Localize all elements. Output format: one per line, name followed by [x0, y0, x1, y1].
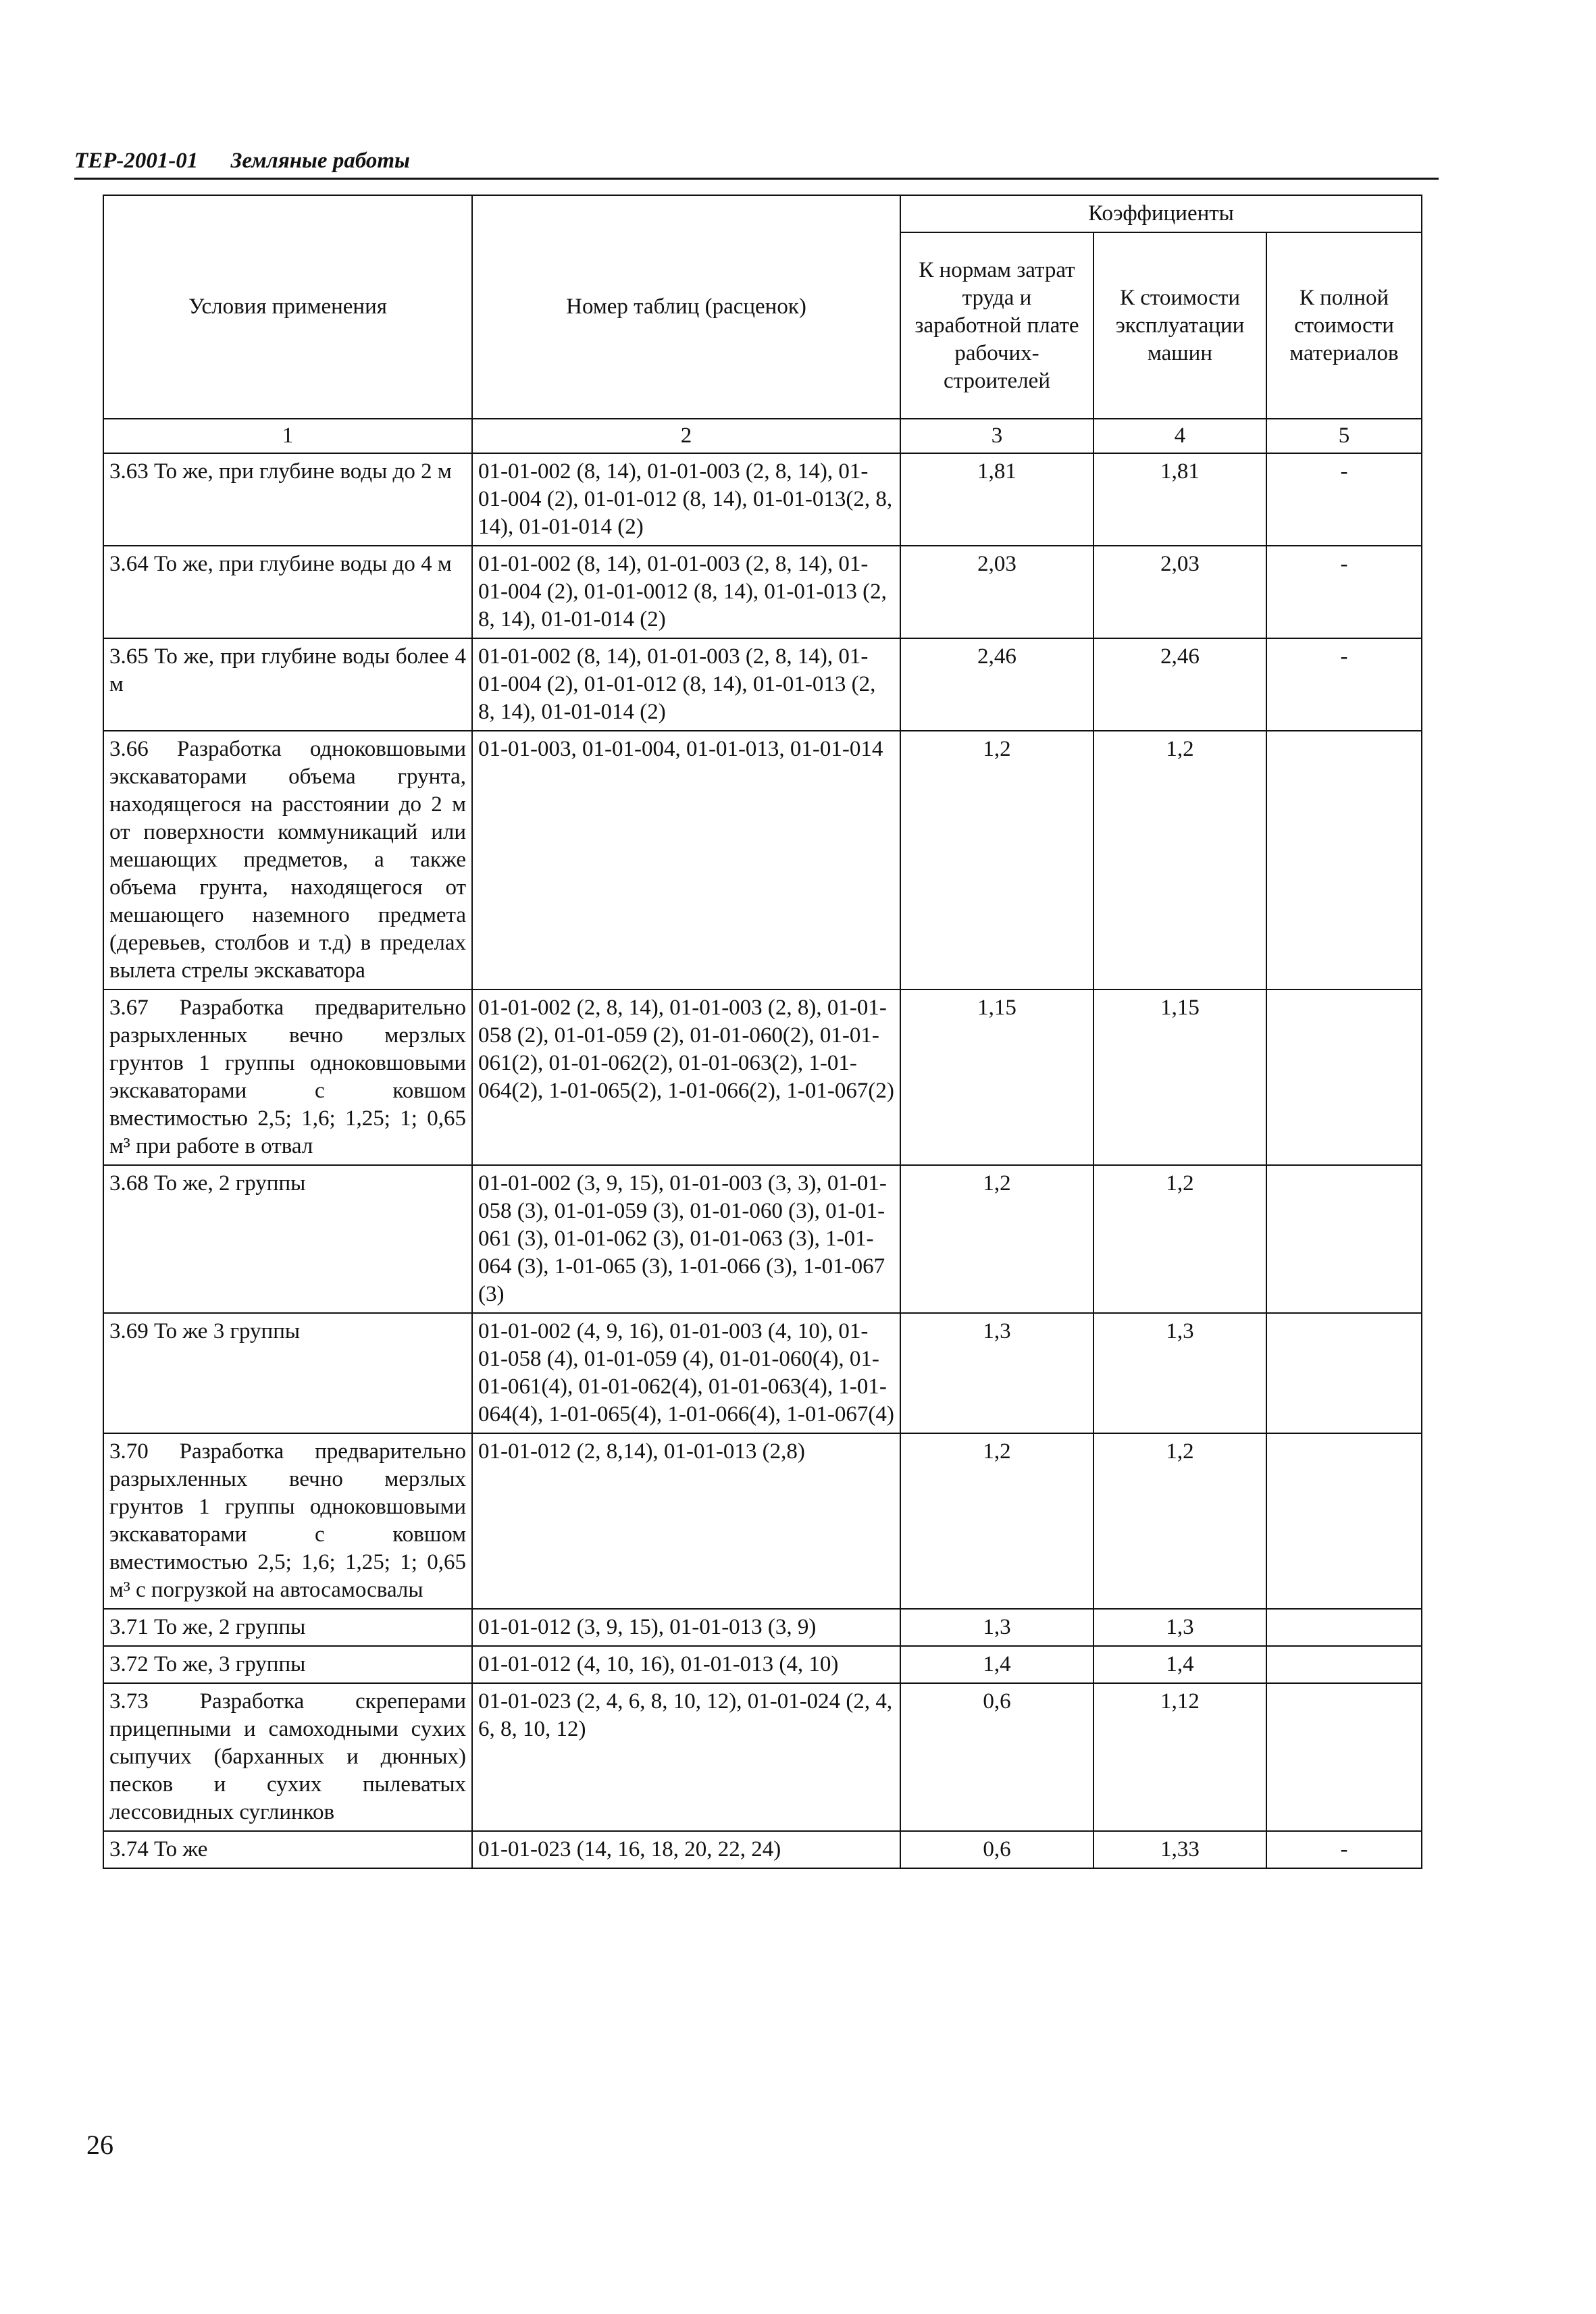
- row-materials-coefficient: -: [1266, 1831, 1422, 1868]
- row-machines-coefficient: 1,81: [1093, 453, 1266, 546]
- row-materials-coefficient: [1266, 1683, 1422, 1831]
- row-condition: 3.73 Разработка скреперами прицепными и самоходными сухих сыпучих (барханных и дюнных) песков и сухих пылеватых лессовидных суглинков: [103, 1683, 472, 1831]
- table-row: [103, 546, 1422, 638]
- page-number: 26: [86, 2130, 113, 2160]
- row-table-numbers: 01-01-002 (3, 9, 15), 01-01-003 (3, 3), 01-01-058 (3), 01-01-059 (3), 01-01-060 (3), 01-01-061 (3), 01-01-062 (3), 01-01-063 (3), 1-01-064 (3), 1-01-065 (3), 1-01-066 (3), 1-01-067 (3): [472, 1165, 900, 1313]
- row-table-numbers: 01-01-003, 01-01-004, 01-01-013, 01-01-014: [472, 731, 900, 989]
- coefficients-table: [103, 195, 1422, 1869]
- table-row: [103, 1313, 1422, 1433]
- row-materials-coefficient: [1266, 1646, 1422, 1683]
- row-machines-coefficient: 1,3: [1093, 1313, 1266, 1433]
- row-labor-coefficient: 2,03: [900, 546, 1093, 638]
- table-row: [103, 1683, 1422, 1831]
- row-materials-coefficient: [1266, 731, 1422, 989]
- row-machines-coefficient: 1,33: [1093, 1831, 1266, 1868]
- document-code: ТЕР-2001-01: [74, 149, 199, 173]
- row-labor-coefficient: 1,2: [900, 1433, 1093, 1609]
- row-labor-coefficient: 0,6: [900, 1683, 1093, 1831]
- row-condition: 3.63 То же, при глубине воды до 2 м: [103, 453, 472, 546]
- column-number: 3: [900, 419, 1093, 453]
- table-row: [103, 1831, 1422, 1868]
- table-row: [103, 731, 1422, 989]
- row-machines-coefficient: 2,03: [1093, 546, 1266, 638]
- row-table-numbers: 01-01-002 (8, 14), 01-01-003 (2, 8, 14), 01-01-004 (2), 01-01-012 (8, 14), 01-01-013 (2, 8, 14), 01-01-014 (2): [472, 638, 900, 731]
- header-conditions: Условия применения: [103, 195, 472, 419]
- row-materials-coefficient: -: [1266, 638, 1422, 731]
- header-labor: К нормам затрат труда и заработной плате рабочих-строителей: [900, 232, 1093, 419]
- header-machines: К стоимости эксплуатации машин: [1093, 232, 1266, 419]
- row-machines-coefficient: 1,15: [1093, 989, 1266, 1165]
- row-condition: 3.68 То же, 2 группы: [103, 1165, 472, 1313]
- table-row: [103, 1609, 1422, 1646]
- row-materials-coefficient: [1266, 1165, 1422, 1313]
- table-row: [103, 1165, 1422, 1313]
- row-labor-coefficient: 1,2: [900, 1165, 1093, 1313]
- column-number: 4: [1093, 419, 1266, 453]
- row-labor-coefficient: 1,3: [900, 1313, 1093, 1433]
- row-condition: 3.74 То же: [103, 1831, 472, 1868]
- column-number: 5: [1266, 419, 1422, 453]
- row-table-numbers: 01-01-012 (2, 8,14), 01-01-013 (2,8): [472, 1433, 900, 1609]
- row-machines-coefficient: 2,46: [1093, 638, 1266, 731]
- row-labor-coefficient: 2,46: [900, 638, 1093, 731]
- table-row: [103, 1646, 1422, 1683]
- row-table-numbers: 01-01-012 (4, 10, 16), 01-01-013 (4, 10): [472, 1646, 900, 1683]
- column-number: 1: [103, 419, 472, 453]
- row-condition: 3.64 То же, при глубине воды до 4 м: [103, 546, 472, 638]
- row-condition: 3.70 Разработка предварительно разрыхленных вечно мерзлых грунтов 1 группы одноковшовыми экскаваторами с ковшом вместимостью 2,5; 1,6; 1,25; 1; 0,65 м³ с погрузкой на автосамосвалы: [103, 1433, 472, 1609]
- row-labor-coefficient: 1,3: [900, 1609, 1093, 1646]
- row-labor-coefficient: 1,81: [900, 453, 1093, 546]
- row-materials-coefficient: [1266, 1313, 1422, 1433]
- row-table-numbers: 01-01-002 (8, 14), 01-01-003 (2, 8, 14), 01-01-004 (2), 01-01-012 (8, 14), 01-01-013(2, 8, 14), 01-01-014 (2): [472, 453, 900, 546]
- row-table-numbers: 01-01-002 (2, 8, 14), 01-01-003 (2, 8), 01-01-058 (2), 01-01-059 (2), 01-01-060(2), 01-01-061(2), 01-01-062(2), 01-01-063(2), 1-01-064(2), 1-01-065(2), 1-01-066(2), 1-01-067(2): [472, 989, 900, 1165]
- column-number-row: [103, 419, 1422, 453]
- row-labor-coefficient: 1,15: [900, 989, 1093, 1165]
- header-table-numbers: Номер таблиц (расценок): [472, 195, 900, 419]
- table-row: [103, 1433, 1422, 1609]
- row-table-numbers: 01-01-023 (2, 4, 6, 8, 10, 12), 01-01-024 (2, 4, 6, 8, 10, 12): [472, 1683, 900, 1831]
- page-header: [74, 149, 1439, 180]
- column-number: 2: [472, 419, 900, 453]
- row-condition: 3.69 То же 3 группы: [103, 1313, 472, 1433]
- row-table-numbers: 01-01-002 (8, 14), 01-01-003 (2, 8, 14), 01-01-004 (2), 01-01-0012 (8, 14), 01-01-013 (2, 8, 14), 01-01-014 (2): [472, 546, 900, 638]
- row-labor-coefficient: 1,2: [900, 731, 1093, 989]
- row-labor-coefficient: 1,4: [900, 1646, 1093, 1683]
- table-row: [103, 989, 1422, 1165]
- row-machines-coefficient: 1,2: [1093, 731, 1266, 989]
- row-table-numbers: 01-01-012 (3, 9, 15), 01-01-013 (3, 9): [472, 1609, 900, 1646]
- row-machines-coefficient: 1,2: [1093, 1433, 1266, 1609]
- row-materials-coefficient: -: [1266, 453, 1422, 546]
- table-row: [103, 453, 1422, 546]
- row-table-numbers: 01-01-023 (14, 16, 18, 20, 22, 24): [472, 1831, 900, 1868]
- row-machines-coefficient: 1,3: [1093, 1609, 1266, 1646]
- table-row: [103, 638, 1422, 731]
- row-machines-coefficient: 1,2: [1093, 1165, 1266, 1313]
- table-body: [103, 453, 1422, 1868]
- row-labor-coefficient: 0,6: [900, 1831, 1093, 1868]
- section-title: Земляные работы: [230, 149, 410, 173]
- row-machines-coefficient: 1,4: [1093, 1646, 1266, 1683]
- row-condition: 3.67 Разработка предварительно разрыхленных вечно мерзлых грунтов 1 группы одноковшовыми экскаваторами с ковшом вместимостью 2,5; 1,6; 1,25; 1; 0,65 м³ при работе в отвал: [103, 989, 472, 1165]
- row-machines-coefficient: 1,12: [1093, 1683, 1266, 1831]
- row-condition: 3.65 То же, при глубине воды более 4 м: [103, 638, 472, 731]
- row-materials-coefficient: [1266, 1609, 1422, 1646]
- header-coefficients: Коэффициенты: [900, 195, 1422, 232]
- row-condition: 3.66 Разработка одноковшовыми экскаваторами объема грунта, находящегося на расстоянии до 2 м от поверхности коммуникаций или мешающих предметов, а также объема грунта, находящегося от мешающего наземного предмета (деревьев, столбов и т.д) в пределах вылета стрелы экскаватора: [103, 731, 472, 989]
- row-materials-coefficient: [1266, 989, 1422, 1165]
- header-materials: К полной стоимости материалов: [1266, 232, 1422, 419]
- row-materials-coefficient: [1266, 1433, 1422, 1609]
- row-condition: 3.71 То же, 2 группы: [103, 1609, 472, 1646]
- row-table-numbers: 01-01-002 (4, 9, 16), 01-01-003 (4, 10), 01-01-058 (4), 01-01-059 (4), 01-01-060(4), 01-01-061(4), 01-01-062(4), 01-01-063(4), 1-01-064(4), 1-01-065(4), 1-01-066(4), 1-01-067(4): [472, 1313, 900, 1433]
- row-condition: 3.72 То же, 3 группы: [103, 1646, 472, 1683]
- row-materials-coefficient: -: [1266, 546, 1422, 638]
